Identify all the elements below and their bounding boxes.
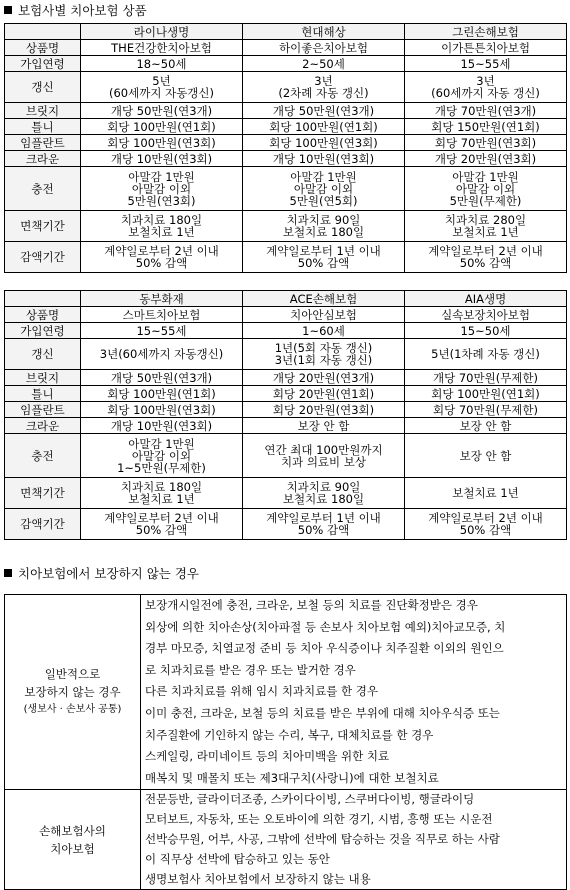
exclusion-category <box>5 595 141 790</box>
table-cell: 개당 50만원(연3개) <box>81 103 243 119</box>
table-cell: 15~55세 <box>405 56 567 72</box>
table-cell: 개당 10만원(연3회) <box>81 418 243 434</box>
table-cell: 3년(60세까지 자동갱신) <box>81 339 243 370</box>
table-row <box>5 119 567 135</box>
company-name: 동부화재 <box>81 291 243 307</box>
table-row <box>5 478 567 509</box>
table-row <box>5 509 567 540</box>
table-cell: 계약일로부터 1년 이내 50% 감액 <box>243 509 405 540</box>
exclusion-item: 이미 충전, 크라운, 보철 등의 치료를 받은 부위에 대해 치아우식증 또는 <box>145 705 500 720</box>
table-cell: 회당 150만원(연1회) <box>405 119 567 135</box>
table-cell: 보장 안 함 <box>405 434 567 478</box>
corner-cell <box>5 24 81 40</box>
table-row <box>5 434 567 478</box>
table-cell: 아말감 1만원 아말감 이외 5만원(연3회) <box>81 167 243 211</box>
table-cell: 회당 20만원(연1회) <box>243 386 405 402</box>
table-cell: 2~50세 <box>243 56 405 72</box>
table-cell: 5년(1차례 자동 갱신) <box>405 339 567 370</box>
table-cell: 아말감 1만원 아말감 이외 5만원(무제한) <box>405 167 567 211</box>
table-cell: 치아안심보험 <box>243 307 405 323</box>
exclusions-table <box>4 594 567 890</box>
table-cell: 하이좋은치아보험 <box>243 40 405 56</box>
table-cell: 1년(5회 자동 갱신) 3년(1회 자동 갱신) <box>243 339 405 370</box>
exclusion-item: 경부 마모증, 치열교정 준비 등 치아 우식증이나 치주질환 이외의 원인으 <box>145 641 504 656</box>
company-name: 라이나생명 <box>81 24 243 40</box>
square-bullet-icon <box>4 6 12 14</box>
table-row <box>5 370 567 386</box>
table-cell: 1~60세 <box>243 323 405 339</box>
row-label: 가입연령 <box>5 323 81 339</box>
table-cell: 회당 70만원(연3회) <box>405 135 567 151</box>
table-cell: 보철치료 1년 <box>405 478 567 509</box>
comparison-table-1 <box>4 23 567 273</box>
table-cell: 회당 20만원(연3회) <box>243 402 405 418</box>
table-cell: 스마트치아보험 <box>81 307 243 323</box>
row-label: 감액기간 <box>5 509 81 540</box>
exclusion-list <box>141 595 567 790</box>
exclusion-list <box>141 790 567 890</box>
table-cell: 회당 100만원(연1회) <box>405 386 567 402</box>
table-cell: 아말감 1만원 아말감 이외 5만원(연5회) <box>243 167 405 211</box>
table-cell: 치과치료 180일 보철치료 1년 <box>81 211 243 242</box>
table-cell: 개당 10만원(연3회) <box>81 151 243 167</box>
table-row <box>5 339 567 370</box>
table-cell: 회당 100만원(연3회) <box>81 135 243 151</box>
company-name: 현대해상 <box>243 24 405 40</box>
table-header-row <box>5 24 567 40</box>
table-cell: 치과치료 90일 보철치료 180일 <box>243 211 405 242</box>
table-cell: 15~50세 <box>405 323 567 339</box>
section-heading-products <box>4 3 147 19</box>
category-line: 치아보험 <box>50 841 95 856</box>
table-cell: 회당 100만원(연3회) <box>243 135 405 151</box>
table-row <box>5 402 567 418</box>
exclusion-item: 모터보트, 자동차, 또는 오토바이에 의한 경기, 시범, 흥행 또는 시운전 <box>145 812 493 827</box>
table-cell: 아말감 1만원 아말감 이외 1~5만원(무제한) <box>81 434 243 478</box>
table-cell: 3년 (60세까지 자동 갱신) <box>405 72 567 103</box>
row-label: 갱신 <box>5 72 81 103</box>
table-cell: 5년 (60세까지 자동갱신) <box>81 72 243 103</box>
table-cell: THE건강한치아보험 <box>81 40 243 56</box>
row-label: 충전 <box>5 434 81 478</box>
comparison-table-2 <box>4 290 567 540</box>
table-cell: 계약일로부터 1년 이내 50% 감액 <box>243 242 405 273</box>
row-label: 충전 <box>5 167 81 211</box>
row-label: 면책기간 <box>5 478 81 509</box>
exclusion-item: 치주질환에 기인하지 않는 수리, 복구, 대체치료를 한 경우 <box>145 727 434 742</box>
table-cell: 보장 안 함 <box>243 418 405 434</box>
table-row <box>5 386 567 402</box>
row-label: 상품명 <box>5 307 81 323</box>
exclusion-item: 다른 치과치료를 위해 임시 치과치료를 한 경우 <box>145 684 379 699</box>
row-label: 브릿지 <box>5 370 81 386</box>
exclusion-item: 전문등반, 글라이더조종, 스카이다이빙, 스쿠버다이빙, 행글라이딩 <box>145 792 475 807</box>
table-row <box>5 103 567 119</box>
table-cell: 실속보장치아보험 <box>405 307 567 323</box>
table-cell: 계약일로부터 2년 이내 50% 감액 <box>405 509 567 540</box>
table-cell: 개당 20만원(연3개) <box>243 370 405 386</box>
table-cell: 회당 100만원(연3회) <box>81 402 243 418</box>
table-row <box>5 418 567 434</box>
company-name: 그린손해보험 <box>405 24 567 40</box>
exclusion-row <box>5 595 567 790</box>
table-row <box>5 323 567 339</box>
row-label: 크라운 <box>5 151 81 167</box>
row-label: 브릿지 <box>5 103 81 119</box>
table-cell: 치과치료 90일 보철치료 180일 <box>243 478 405 509</box>
table-cell: 회당 100만원(연1회) <box>243 119 405 135</box>
exclusion-item: 매복치 및 매몰치 또는 제3대구치(사랑니)에 대한 보철치료 <box>145 770 439 785</box>
company-name: ACE손해보험 <box>243 291 405 307</box>
row-label: 틀니 <box>5 386 81 402</box>
table-cell: 회당 100만원(연1회) <box>81 119 243 135</box>
category-line: 보장하지 않는 경우 <box>24 685 121 700</box>
table-cell: 개당 70만원(연3개) <box>405 103 567 119</box>
table-cell: 개당 10만원(연3회) <box>243 151 405 167</box>
table-row <box>5 242 567 273</box>
section-title: 치아보험에서 보장하지 않는 경우 <box>18 566 199 581</box>
table-row <box>5 151 567 167</box>
table-row <box>5 56 567 72</box>
table-cell: 개당 50만원(연3개) <box>243 103 405 119</box>
row-label: 가입연령 <box>5 56 81 72</box>
row-label: 임플란트 <box>5 135 81 151</box>
table-cell: 개당 70만원(무제한) <box>405 370 567 386</box>
table-cell: 치과치료 180일 보철치료 1년 <box>81 478 243 509</box>
table-row <box>5 307 567 323</box>
square-bullet-icon <box>4 569 12 577</box>
table-cell: 계약일로부터 2년 이내 50% 감액 <box>81 242 243 273</box>
row-label: 크라운 <box>5 418 81 434</box>
category-note: (생보사 · 손보사 공통) <box>23 704 122 716</box>
row-label: 틀니 <box>5 119 81 135</box>
row-label: 임플란트 <box>5 402 81 418</box>
corner-cell <box>5 291 81 307</box>
category-line: 손해보험사의 <box>39 823 106 838</box>
exclusion-item: 외상에 의한 치아손상(치아파절 등 손보사 치아보험 예외)치아교모증, 치 <box>145 619 506 634</box>
table-cell: 계약일로부터 2년 이내 50% 감액 <box>405 242 567 273</box>
row-label: 면책기간 <box>5 211 81 242</box>
table-row <box>5 135 567 151</box>
table-cell: 개당 20만원(연3회) <box>405 151 567 167</box>
table-cell: 회당 100만원(연1회) <box>81 386 243 402</box>
table-cell: 치과치료 280일 보철치료 1년 <box>405 211 567 242</box>
exclusion-item: 로 치과치료를 받은 경우 또는 발거한 경우 <box>145 662 356 677</box>
table-cell: 연간 최대 100만원까지 치과 의료비 보상 <box>243 434 405 478</box>
section-heading-exclusions <box>4 566 199 582</box>
section-title: 보험사별 치아보험 상품 <box>18 3 147 18</box>
table-cell: 회당 70만원(무제한) <box>405 402 567 418</box>
row-label: 감액기간 <box>5 242 81 273</box>
table-cell: 이가튼튼치아보험 <box>405 40 567 56</box>
table-row <box>5 167 567 211</box>
exclusion-row <box>5 790 567 890</box>
table-cell: 18~50세 <box>81 56 243 72</box>
exclusion-item: 스케일링, 라미네이트 등의 치아미백을 위한 치료 <box>145 749 390 764</box>
row-label: 상품명 <box>5 40 81 56</box>
company-name: AIA생명 <box>405 291 567 307</box>
table-row <box>5 72 567 103</box>
table-cell: 3년 (2차례 자동 갱신) <box>243 72 405 103</box>
exclusion-item: 보장개시일전에 충전, 크라운, 보철 등의 치료를 진단확정받은 경우 <box>145 598 478 612</box>
category-line: 일반적으로 <box>44 667 101 682</box>
exclusion-item: 선박승무원, 어부, 사공, 그밖에 선박에 탑승하는 것을 직무로 하는 사람 <box>145 831 500 846</box>
row-label: 갱신 <box>5 339 81 370</box>
table-header-row <box>5 291 567 307</box>
table-cell: 보장 안 함 <box>405 418 567 434</box>
exclusion-item: 이 직무상 선박에 탑승하고 있는 동안 <box>145 851 330 866</box>
table-cell: 15~55세 <box>81 323 243 339</box>
exclusion-item: 생명보험사 치아보험에서 보장하지 않는 내용 <box>145 871 371 886</box>
table-cell: 계약일로부터 2년 이내 50% 감액 <box>81 509 243 540</box>
exclusion-category <box>5 790 141 890</box>
table-cell: 개당 50만원(연3개) <box>81 370 243 386</box>
table-row <box>5 40 567 56</box>
table-row <box>5 211 567 242</box>
